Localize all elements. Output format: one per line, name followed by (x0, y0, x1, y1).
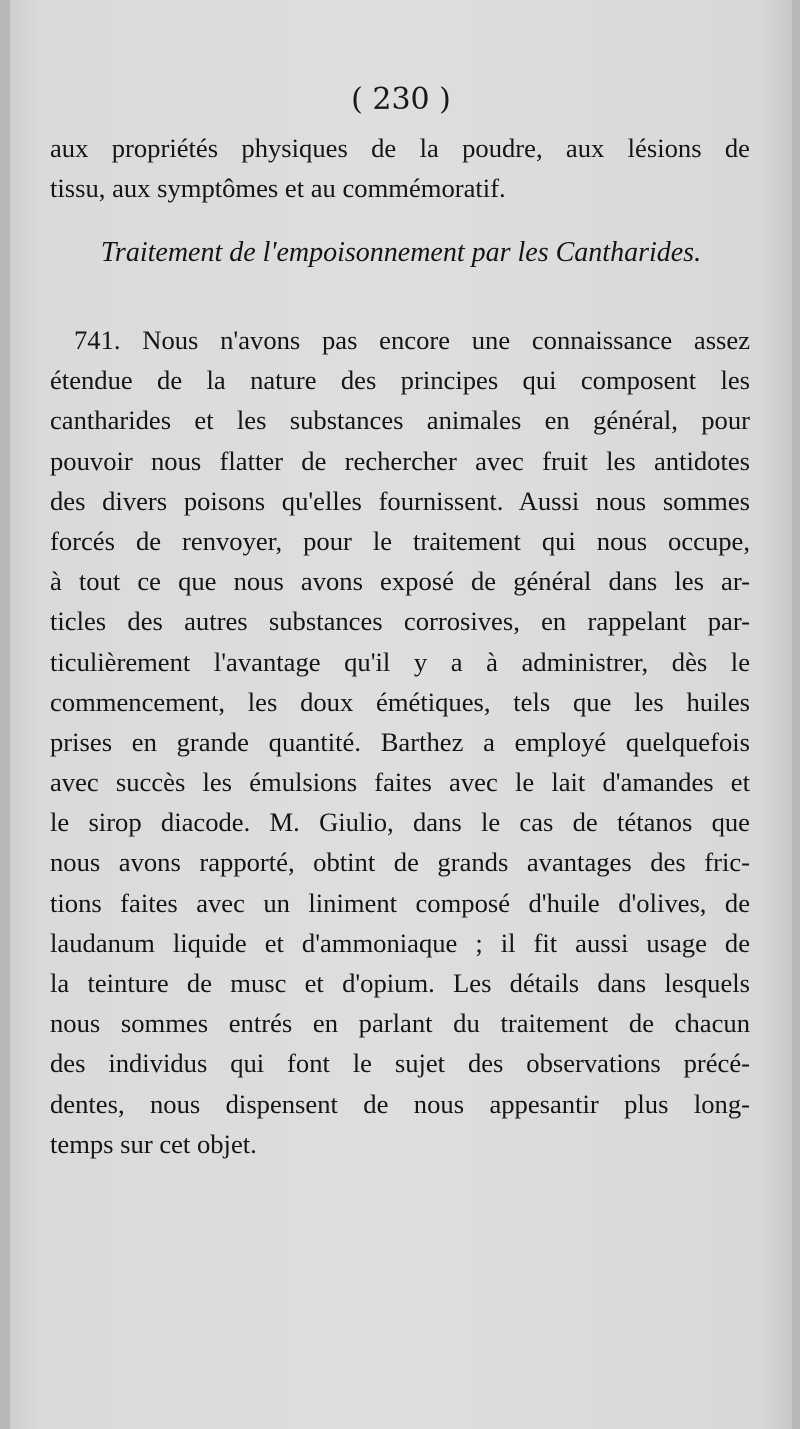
text-line: avec succès les émulsions faites avec le lait d'amandes et (50, 767, 750, 798)
text-line: nous sommes entrés en parlant du traitement de chacun (50, 1008, 750, 1039)
page-number: ( 230 ) (351, 82, 451, 117)
text-line: ticles des autres substances corrosives, en rappelant par- (50, 606, 750, 637)
text-line: dentes, nous dispensent de nous appesantir plus long- (50, 1088, 750, 1119)
text-line: cantharides et les substances animales en général, pour (50, 405, 750, 436)
section-title: Traitement de l'empoisonnement par les Cantharides. (100, 237, 702, 268)
text-line: tissu, aux symptômes et au commémoratif. (50, 173, 506, 203)
text-line: aux propriétés physiques de la poudre, aux lésions de (50, 133, 750, 163)
text-line: des individus qui font le sujet des observations précé- (50, 1048, 750, 1079)
paragraph-741 (50, 320, 750, 1164)
text-line: ticulièrement l'avantage qu'il y a à administrer, dès le (50, 646, 750, 677)
text-line: forcés de renvoyer, pour le traitement qui nous occupe, (50, 525, 750, 556)
text-line: la teinture de musc et d'opium. Les détails dans lesquels (50, 968, 750, 998)
intro-text (50, 128, 750, 208)
text-line: pouvoir nous flatter de rechercher avec fruit les antidotes (50, 445, 750, 476)
text-line: nous avons rapporté, obtint de grands avantages des fric- (50, 847, 750, 878)
text-line: des divers poisons qu'elles fournissent. Aussi nous sommes (50, 485, 750, 516)
book-page (10, 0, 792, 1429)
text-line: commencement, les doux émétiques, tels que les huiles (50, 686, 750, 717)
text-line: le sirop diacode. M. Giulio, dans le cas de tétanos que (50, 807, 750, 838)
text-line: 741. Nous n'avons pas encore une connaissance assez (74, 325, 750, 355)
text-line: à tout ce que nous avons exposé de général dans les ar- (50, 566, 750, 597)
text-line: tions faites avec un liniment composé d'huile d'olives, de (50, 887, 750, 918)
text-line: étendue de la nature des principes qui composent les (50, 365, 750, 396)
text-line: temps sur cet objet. (50, 1128, 257, 1159)
text-line: prises en grande quantité. Barthez a employé quelquefois (50, 726, 750, 757)
text-line: laudanum liquide et d'ammoniaque ; il fit aussi usage de (50, 927, 750, 958)
